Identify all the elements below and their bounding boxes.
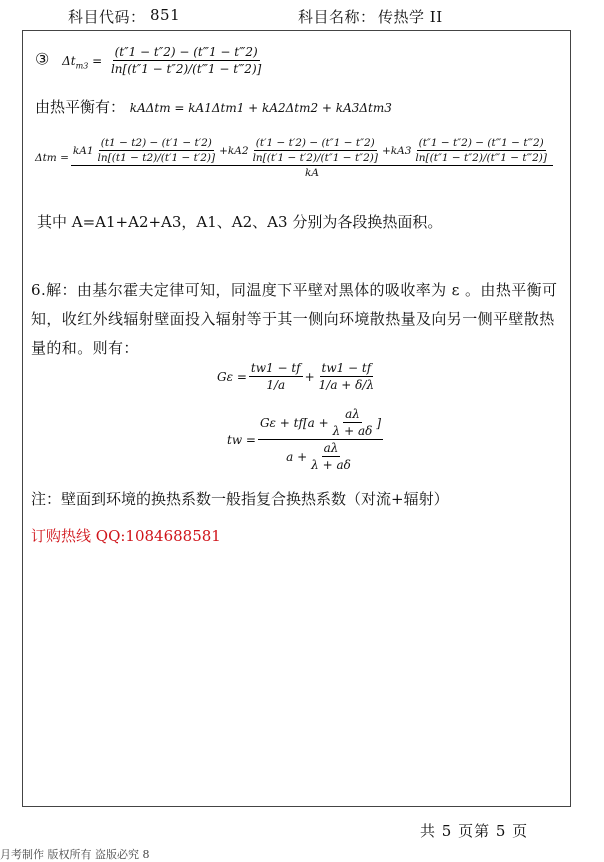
tw-equation [227, 407, 385, 472]
term3-frac [413, 137, 549, 164]
tw-eq-numerator: Gε + tf[a + $\frac{a\lambda}{\lambda + a\delta}$ ] [259, 407, 382, 438]
term2-frac [251, 137, 380, 164]
subject-code-value: 851 [150, 6, 181, 24]
balance-label: 由热平衡有： [35, 98, 126, 116]
term2-coef: kA2 [227, 144, 249, 157]
item3-denominator: ln[(t″1 − t″2)/(t‴1 − t‴2)] [110, 62, 262, 76]
subject-code-label: 科目代码： [68, 8, 146, 26]
subject-name-label: 科目名称： [298, 8, 376, 26]
g-eq-lhs: Gε = [217, 369, 247, 384]
item3-fraction [109, 45, 263, 76]
term1-den: ln[(t1 − t2)/(t′1 − t′2)] [97, 152, 216, 164]
big-eq-lhs: Δtm = [35, 152, 69, 164]
big-eq-denominator: kA [304, 167, 319, 179]
term2-num: (t′1 − t′2) − (t″1 − t″2) [255, 137, 375, 149]
balance-line [35, 96, 392, 117]
subject-name-value: 传热学 II [378, 8, 443, 26]
item3-marker: ③ [35, 49, 50, 69]
question6-paragraph: 6.解：由基尔霍夫定律可知，同温度下平壁对黑体的吸收率为 ε 。由热平衡可知，收红外线辐射壁面投入辐射等于其一侧向环境散热量及向另一侧平壁散热量的和。则有： [31, 281, 558, 357]
g-frac2-num: tw1 − tf [321, 361, 372, 375]
balance-equation: kAΔtm = kA1Δtm1 + kA2Δtm2 + kA3Δtm3 [129, 101, 392, 115]
tw-eq-fraction [258, 407, 383, 472]
big-eq-numerator: kA1 $\frac{(t1 - t2) - (t'1 - t'2)}{\ln[(t1 - t2)/(t'1 - t'2)]}$ + kA2 $\frac{(t'1 - t'2) - (t''1 - t''2)}{\ln[(t'1 - t'2)/(t''1 - t''2)]}$ + kA3 $\frac{(t''1 - t''2) - (t‴1 - t‴2)}{\ln[(t''1 - t''2)/(t‴1 - t‴2)]}$ [71, 137, 553, 166]
tw-eq-lhs: tw = [227, 432, 256, 447]
answer-frame [22, 30, 571, 807]
note-area-sum: 其中 A=A1+A2+A3，A1、A2、A3 分别为各段换热面积。 [37, 213, 443, 231]
g-eq-frac1 [249, 361, 303, 392]
tw-num-inner-frac: $\frac{a\lambda}{\lambda + a\delta}$ [332, 407, 373, 438]
order-hotline: 订购热线 QQ:1084688581 [31, 527, 221, 545]
tw-den-inner-frac: $\frac{a\lambda}{\lambda + a\delta}$ [311, 441, 351, 472]
term3-num: (t″1 − t″2) − (t‴1 − t‴2) [418, 137, 544, 149]
term1-coef: kA1 [72, 144, 94, 157]
item3-lhs: $\Delta t_{m3}$ = [62, 53, 103, 70]
page-footer: 共 5 页第 5 页 [420, 822, 529, 840]
big-eq-fraction [71, 137, 553, 179]
g-frac1-den: 1/a [266, 378, 286, 392]
cutoff-footer-text: 月考制作 版权所有 盗版必究 8 [0, 848, 150, 861]
g-epsilon-equation: Gε = $\frac{tw1 - tf}{1/a}$ + $\frac{tw1 - tf}{1/a + \delta/\lambda}$ [217, 361, 375, 392]
g-eq-frac2 [317, 361, 376, 392]
g-frac2-den: 1/a + δ/λ [318, 378, 375, 392]
term1-frac [96, 137, 218, 164]
term3-den: ln[(t″1 − t″2)/(t‴1 − t‴2)] [415, 152, 547, 164]
tw-eq-denominator: a + $\frac{a\lambda}{\lambda + a\delta}$ [286, 441, 351, 472]
term3-coef: kA3 [390, 144, 412, 157]
note-heat-transfer: 注：壁面到环境的换热系数一般指复合换热系数（对流+辐射） [31, 490, 449, 508]
big-equation [35, 137, 555, 179]
term1-num: (t1 − t2) − (t′1 − t′2) [100, 137, 212, 149]
term2-den: ln[(t′1 − t′2)/(t″1 − t″2)] [252, 152, 378, 164]
item3-formula [35, 45, 265, 76]
g-frac1-num: tw1 − tf [250, 361, 301, 375]
item3-numerator: (t″1 − t″2) − (t‴1 − t‴2) [114, 45, 258, 59]
